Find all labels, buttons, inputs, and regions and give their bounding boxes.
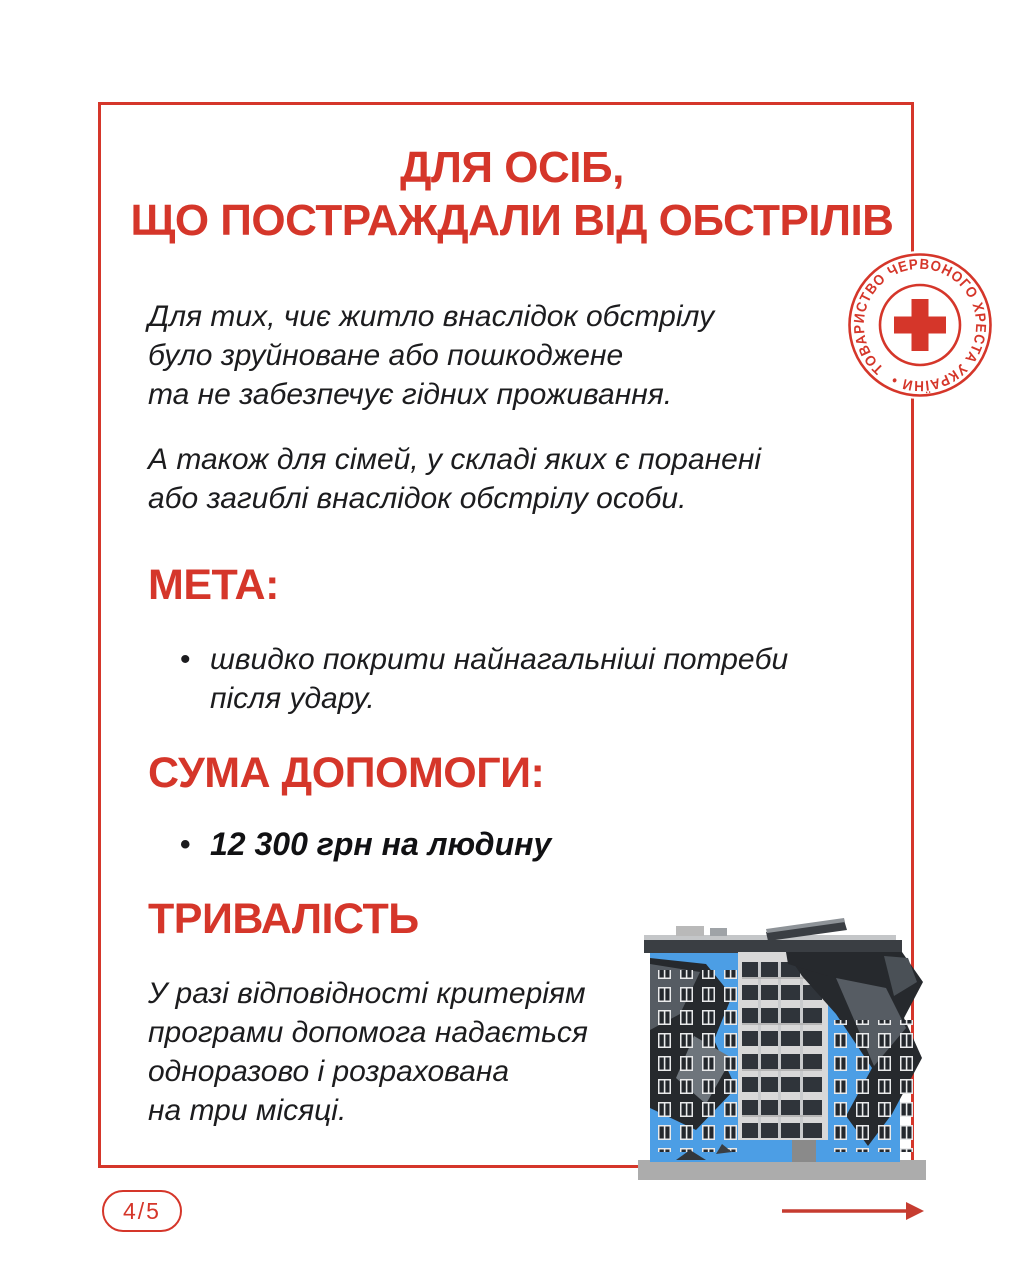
- amount-value: 12 300 грн на людину: [210, 826, 552, 862]
- page-indicator-text: 4/5: [123, 1197, 161, 1224]
- goal-bullet-item: [180, 640, 788, 718]
- stamp-circle-text: ТОВАРИСТВО ЧЕРВОНОГО ХРЕСТА УКРАЇНИ •: [851, 256, 989, 394]
- bullet-icon: •: [180, 828, 191, 861]
- page-title-line2: ЩО ПОСТРАЖДАЛИ ВІД ОБСТРІЛІВ: [130, 196, 894, 245]
- duration-heading: ТРИВАЛІСТЬ: [148, 895, 419, 943]
- paragraph-line: або загиблі внаслідок обстрілу особи.: [148, 482, 687, 515]
- bullet-icon: •: [180, 643, 191, 676]
- paragraph-line: та не забезпечує гідних проживання.: [148, 378, 673, 411]
- paragraph-line: було зруйноване або пошкоджене: [148, 339, 624, 372]
- bullet-line: після удару.: [210, 682, 375, 715]
- intro-paragraph-1: [148, 297, 714, 414]
- paragraph-line: одноразово і розрахована: [148, 1055, 510, 1088]
- paragraph-line: на три місяці.: [148, 1094, 347, 1127]
- amount-bullet-item: [180, 825, 551, 864]
- intro-paragraph-2: [148, 440, 761, 518]
- paragraph-line: Для тих, чиє житло внаслідок обстрілу: [148, 300, 715, 333]
- amount-heading: СУМА ДОПОМОГИ:: [148, 749, 545, 797]
- red-cross-stamp-icon: [843, 248, 997, 402]
- paragraph-line: У разі відповідності критеріям: [148, 977, 586, 1010]
- paragraph-line: програми допомога надається: [148, 1016, 588, 1049]
- paragraph-line: А також для сімей, у складі яких є поранені: [148, 443, 762, 476]
- next-page-arrow-icon[interactable]: [776, 1198, 928, 1224]
- duration-paragraph: [148, 974, 588, 1130]
- damaged-building-illustration: [636, 918, 928, 1180]
- goal-heading: МЕТА:: [148, 561, 279, 609]
- page-title-line1: ДЛЯ ОСІБ,: [400, 143, 624, 192]
- bullet-line: швидко покрити найнагальніші потреби: [210, 643, 789, 676]
- page-indicator-badge: [102, 1190, 182, 1232]
